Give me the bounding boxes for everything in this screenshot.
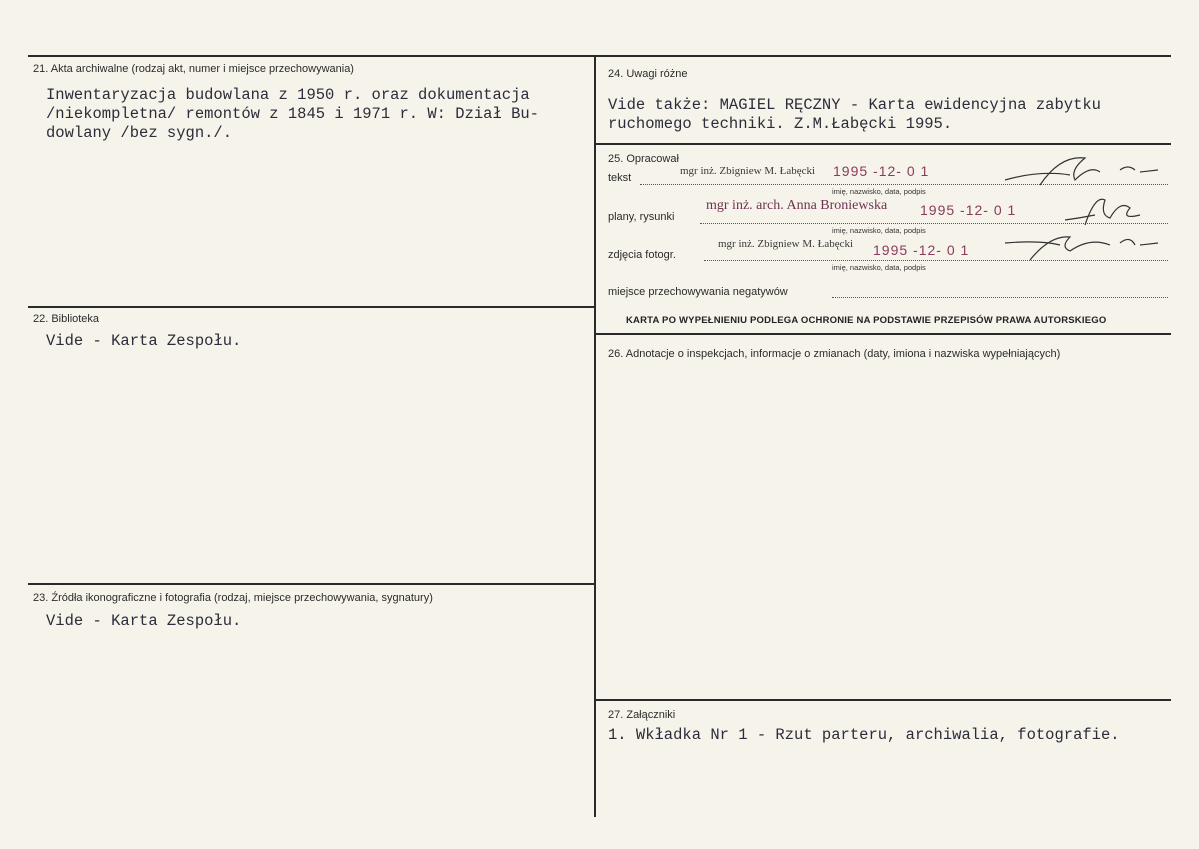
- row-plany-stamp: mgr inż. arch. Anna Broniewska: [706, 198, 888, 213]
- section-27-label: 27. Załączniki: [608, 709, 676, 721]
- section-24-line-2: ruchomego techniki. Z.M.Łabęcki 1995.: [608, 115, 953, 133]
- section-23-text: Vide - Karta Zespołu.: [46, 612, 242, 630]
- row-plany-date: 1995 -12- 0 1: [920, 202, 1017, 218]
- row-zdjecia-date: 1995 -12- 0 1: [873, 242, 970, 258]
- row-zdjecia-stamp: mgr inż. Zbigniew M. Łabęcki: [718, 238, 854, 250]
- section-25-label: 25. Opracował: [608, 153, 679, 165]
- row-tekst-caption: imię, nazwisko, data, podpis: [832, 187, 926, 196]
- negatives-line: [832, 297, 1168, 298]
- left-rule-21-22: [28, 306, 595, 308]
- section-21-line-1: Inwentaryzacja budowlana z 1950 r. oraz dokumentacja: [46, 86, 530, 104]
- section-21-line-3: dowlany /bez sygn./.: [46, 124, 233, 142]
- left-rule-22-23: [28, 583, 595, 585]
- section-24-line-1: Vide także: MAGIEL RĘCZNY - Karta ewidencyjna zabytku: [608, 96, 1101, 114]
- section-22-label: 22. Biblioteka: [33, 313, 100, 325]
- section-22-text: Vide - Karta Zespołu.: [46, 332, 242, 350]
- section-26-label: 26. Adnotacje o inspekcjach, informacje o zmianach (daty, imiona i nazwiska wypełniających): [608, 348, 1061, 360]
- right-rule-26-27: [595, 699, 1171, 701]
- signature-1: [1000, 150, 1160, 190]
- center-divider: [594, 55, 596, 817]
- negatives-label: miejsce przechowywania negatywów: [608, 286, 788, 298]
- section-23-label: 23. Źródła ikonograficzne i fotografia (rodzaj, miejsce przechowywania, sygnatury): [33, 592, 433, 604]
- row-zdjecia-caption: imię, nazwisko, data, podpis: [832, 263, 926, 272]
- row-plany-label: plany, rysunki: [608, 211, 675, 223]
- right-rule-25-26: [595, 333, 1171, 335]
- signature-2: [1060, 190, 1160, 230]
- section-21-label: 21. Akta archiwalne (rodzaj akt, numer i miejsce przechowywania): [33, 63, 354, 75]
- right-rule-24-25: [595, 143, 1171, 145]
- section-21-line-2: /niekompletna/ remontów z 1845 i 1971 r. W: Dział Bu-: [46, 105, 539, 123]
- row-tekst-label: tekst: [608, 172, 632, 184]
- row-tekst-date: 1995 -12- 0 1: [833, 163, 930, 179]
- section-27-text: 1. Wkładka Nr 1 - Rzut parteru, archiwalia, fotografie.: [608, 726, 1120, 744]
- row-plany-caption: imię, nazwisko, data, podpis: [832, 226, 926, 235]
- row-zdjecia-label: zdjęcia fotogr.: [608, 249, 676, 261]
- signature-3: [1000, 225, 1160, 265]
- top-rule: [28, 55, 1171, 57]
- copyright-notice: KARTA PO WYPEŁNIENIU PODLEGA OCHRONIE NA PODSTAWIE PRZEPISÓW PRAWA AUTORSKIEGO: [626, 315, 1107, 326]
- section-24-label: 24. Uwagi różne: [608, 68, 688, 80]
- row-tekst-stamp: mgr inż. Zbigniew M. Łabęcki: [680, 165, 816, 177]
